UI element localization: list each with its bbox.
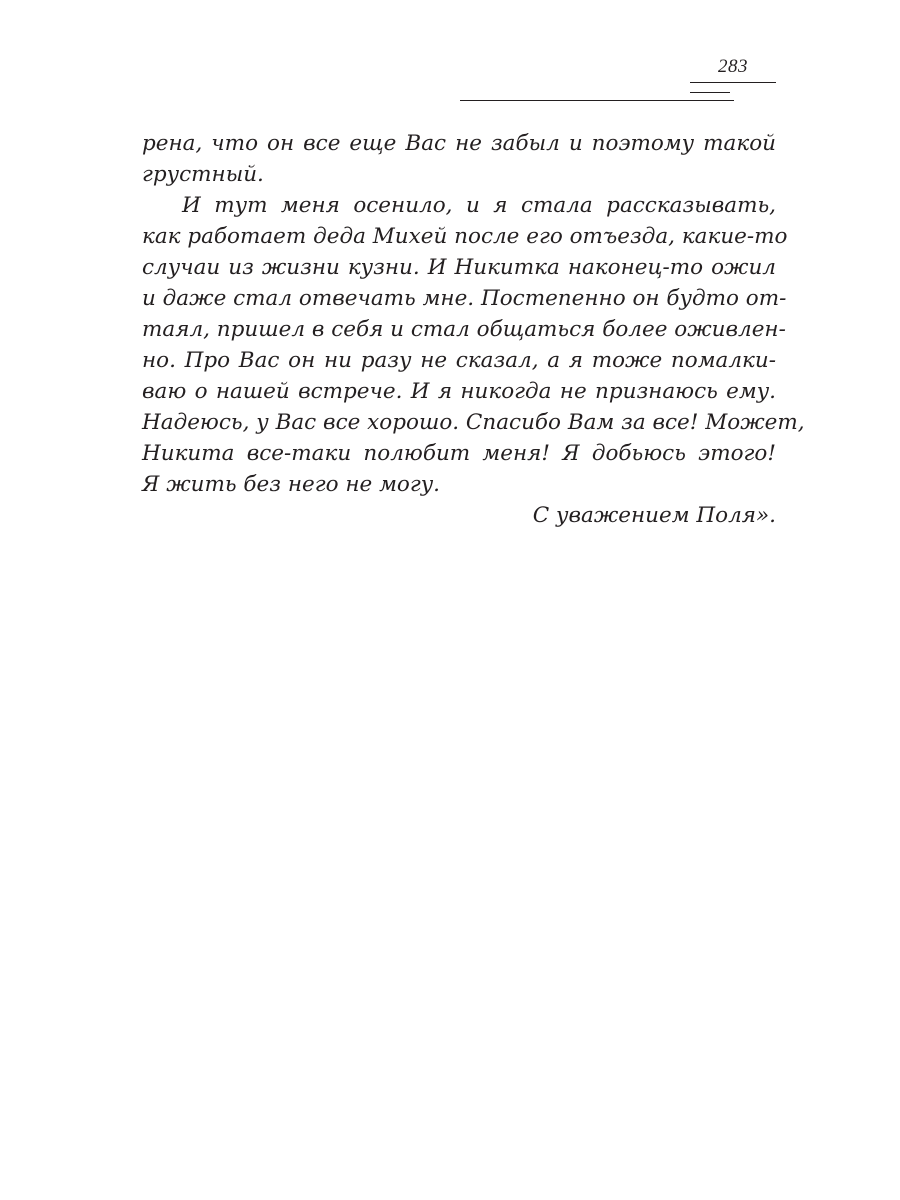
text-line: Я жить без него не могу. — [142, 472, 441, 497]
text-line: Никита все-таки полюбит меня! Я добьюсь этого! — [142, 441, 776, 466]
text-line: грустный. — [142, 162, 264, 187]
text-line: И тут меня осенило, и я стала рассказывать, — [182, 193, 776, 218]
text-line: Надеюсь, у Вас все хорошо. Спасибо Вам за все! Может, — [142, 410, 805, 435]
text-line: таял, пришел в себя и стал общаться более оживлен- — [142, 317, 786, 342]
header-rule-long — [460, 100, 734, 101]
text-line: ваю о нашей встрече. И я никогда не признаюсь ему. — [142, 379, 776, 404]
header-rule-top — [690, 82, 776, 83]
page-number: 283 — [718, 56, 748, 77]
text-line: рена, что он все еще Вас не забыл и поэтому такой — [142, 131, 776, 156]
text-line: но. Про Вас он ни разу не сказал, а я тоже помалки- — [142, 348, 776, 373]
letter-signature: С уважением Поля». — [532, 503, 776, 528]
text-line: как работает деда Михей после его отъезда, какие-то — [142, 224, 788, 249]
text-line: и даже стал отвечать мне. Постепенно он будто от- — [142, 286, 787, 311]
header-rule-short — [690, 92, 730, 93]
letter-text — [142, 128, 805, 531]
text-line: случаи из жизни кузни. И Никитка наконец-то ожил — [142, 255, 776, 280]
